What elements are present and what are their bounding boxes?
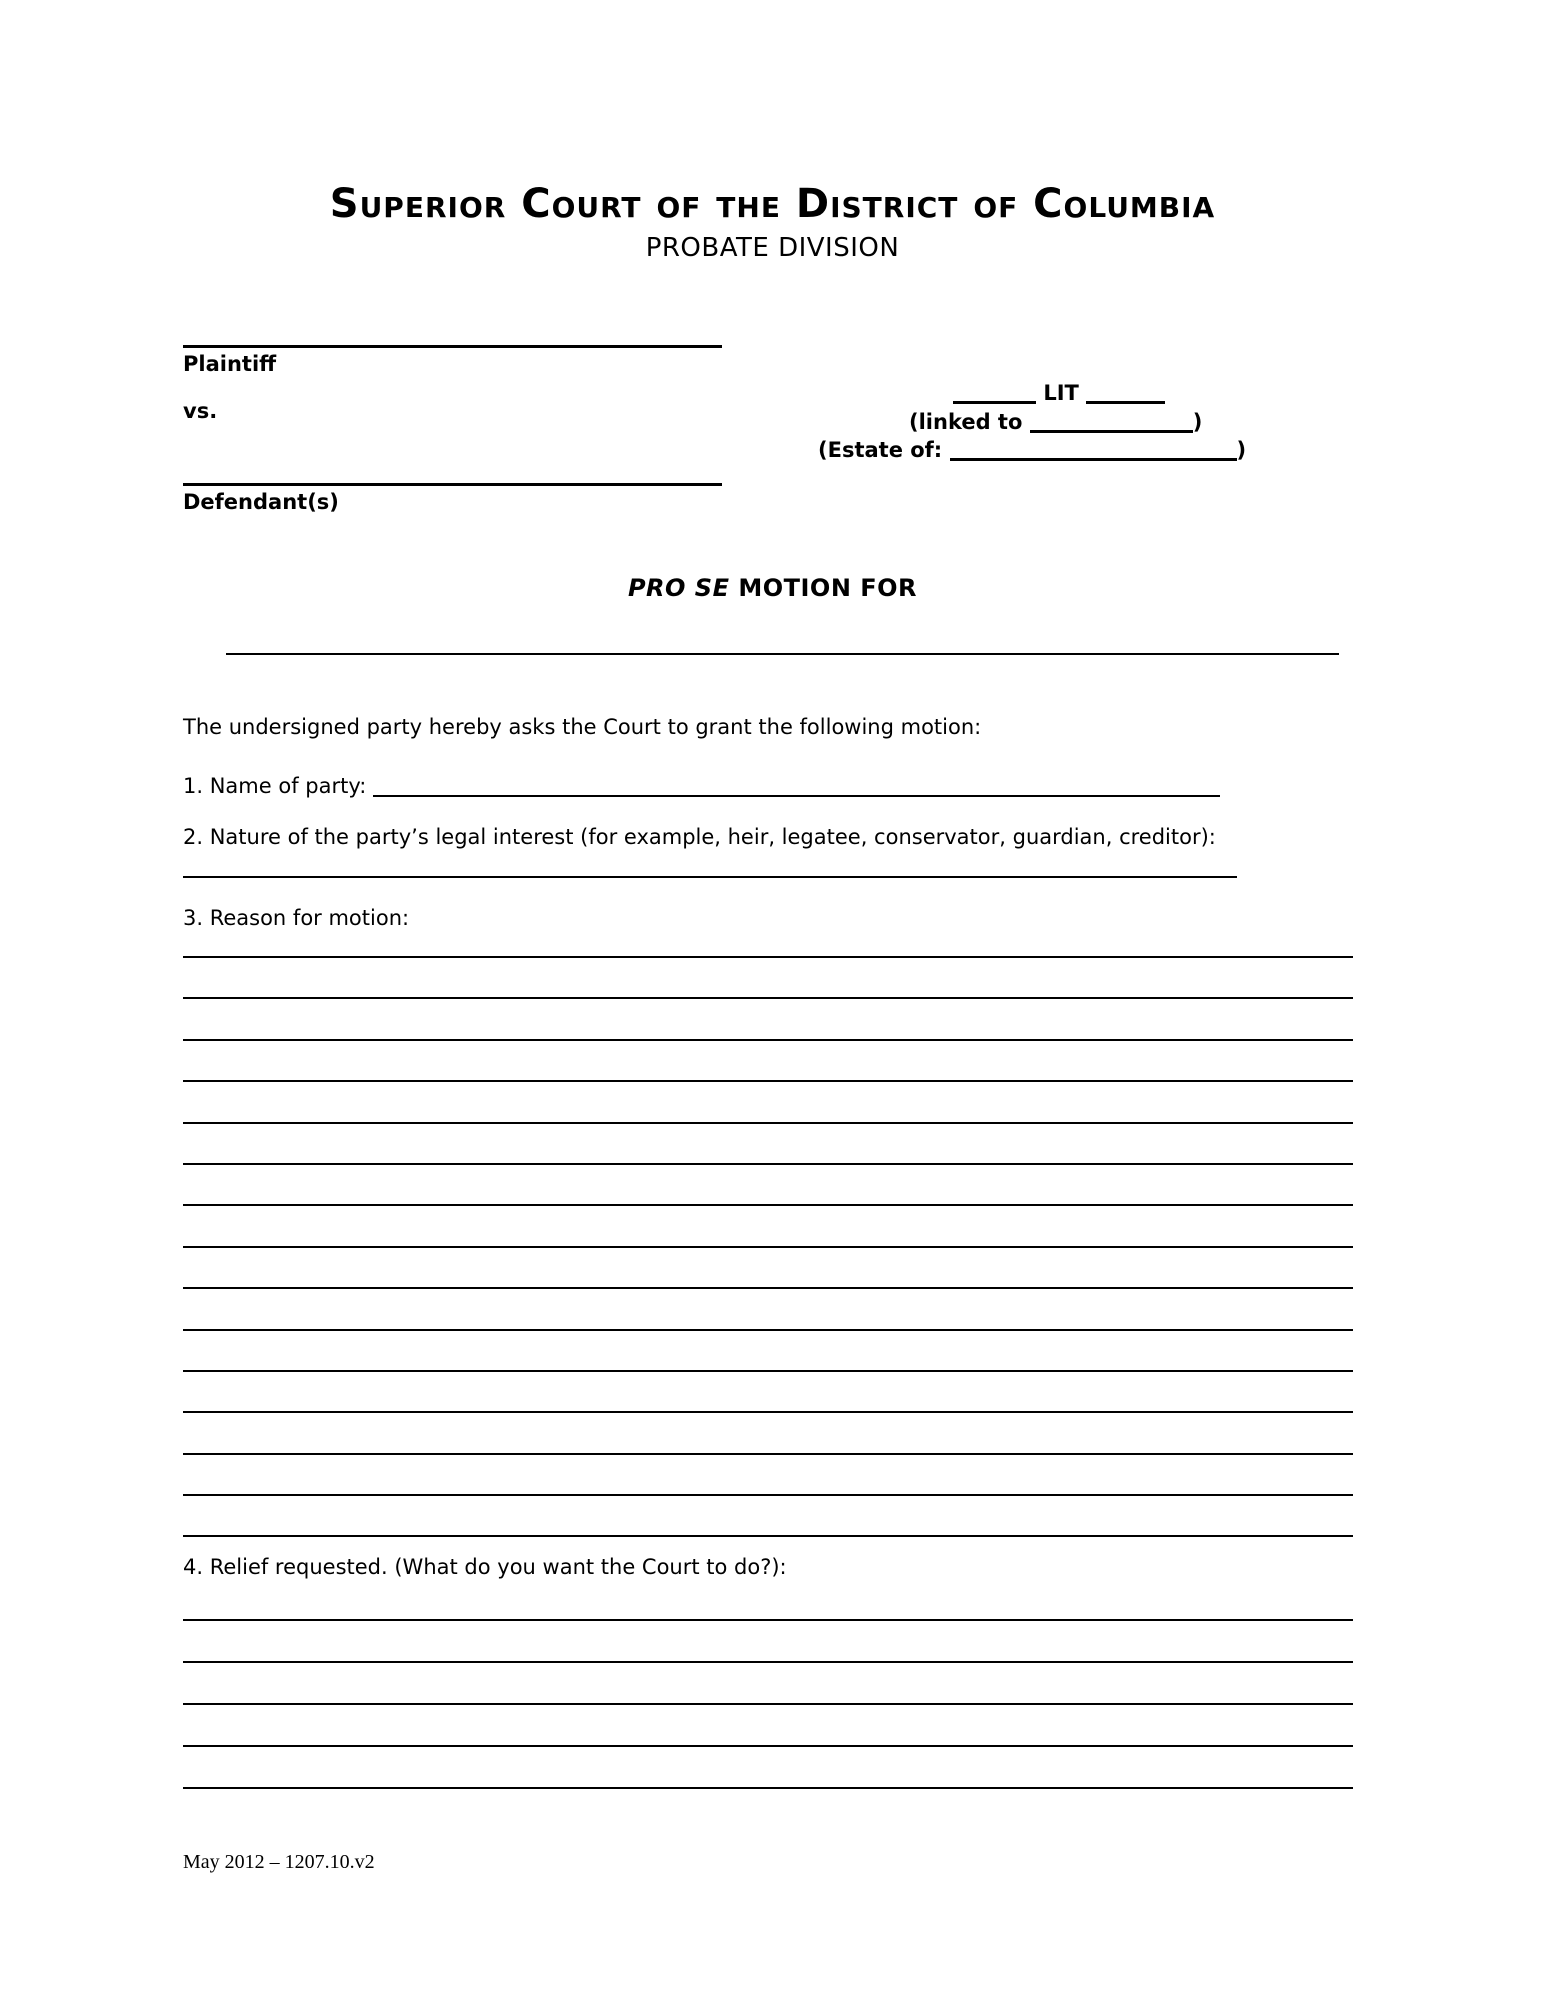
defendant-label: Defendant(s) [183, 490, 339, 514]
item2-legal-interest: 2. Nature of the party’s legal interest (for example, heir, legatee, conservator, guardian, creditor): [183, 825, 1216, 849]
lit-label: LIT [1043, 381, 1079, 405]
item1-name-of-party [183, 773, 1220, 800]
form-version-footer: May 2012 – 1207.10.v2 [183, 1851, 375, 1873]
blank-line [183, 1745, 1353, 1747]
motion-title-rest: MOTION FOR [729, 574, 918, 602]
linked-to-suffix: ) [1192, 410, 1203, 434]
blank-line [183, 1411, 1353, 1413]
blank-line [183, 997, 1353, 999]
blank-line [183, 1287, 1353, 1289]
item1-blank [373, 795, 1220, 797]
case-number-lit-line [953, 380, 1165, 406]
blank-line [183, 1661, 1353, 1663]
estate-of-line [818, 437, 1246, 463]
blank-line [183, 1370, 1353, 1372]
estate-of-prefix: (Estate of: [818, 438, 943, 462]
item4-relief-requested: 4. Relief requested. (What do you want the Court to do?): [183, 1555, 787, 1579]
blank-line [183, 1703, 1353, 1705]
motion-name-blank-line [226, 653, 1339, 655]
blank-line [183, 1453, 1353, 1455]
estate-of-suffix: ) [1236, 438, 1247, 462]
item1-label: 1. Name of party: [183, 774, 367, 798]
blank-line [183, 1329, 1353, 1331]
motion-title-pro-se: PRO SE [627, 574, 730, 602]
blank-line [183, 1535, 1353, 1537]
blank-line [183, 1204, 1353, 1206]
court-title: Superior Court of the District of Columbia [329, 181, 1216, 227]
blank-line [183, 1080, 1353, 1082]
blank-line [183, 956, 1353, 958]
plaintiff-label: Plaintiff [183, 352, 277, 376]
item3-reason-for-motion: 3. Reason for motion: [183, 906, 410, 930]
blank-line [183, 1163, 1353, 1165]
motion-title [0, 573, 1545, 603]
linked-to-prefix: (linked to [909, 410, 1023, 434]
blank-line [183, 1122, 1353, 1124]
case-number-suffix-blank [1086, 401, 1165, 404]
blank-line [183, 1246, 1353, 1248]
blank-line [183, 1619, 1353, 1621]
relief-blank-lines [183, 1619, 1353, 1829]
linked-to-line [909, 409, 1202, 435]
blank-line [183, 1039, 1353, 1041]
estate-of-blank [950, 458, 1237, 461]
versus-label: vs. [183, 399, 218, 423]
item2-blank-line [183, 876, 1237, 878]
blank-line [183, 1494, 1353, 1496]
defendant-name-blank-line [183, 483, 722, 486]
blank-line [183, 1787, 1353, 1789]
linked-to-blank [1030, 430, 1193, 433]
plaintiff-name-blank-line [183, 345, 722, 348]
intro-sentence: The undersigned party hereby asks the Court to grant the following motion: [183, 715, 982, 739]
reason-blank-lines [183, 956, 1353, 1577]
division-subtitle: PROBATE DIVISION [645, 233, 900, 263]
case-number-prefix-blank [953, 401, 1036, 404]
